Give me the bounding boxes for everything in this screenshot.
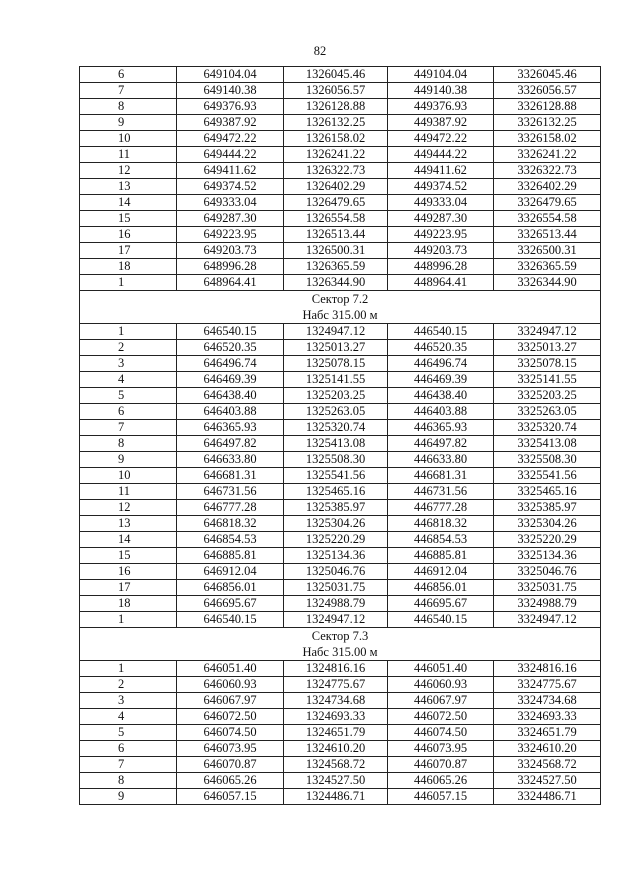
- coordinates-table-body: [80, 67, 601, 805]
- y-alt-cell: 3324527.50: [494, 773, 601, 789]
- table-row: [80, 179, 601, 195]
- x-msk-cell: 646074.50: [177, 725, 284, 741]
- point-number-cell: 1: [80, 324, 177, 340]
- x-msk-cell: 649411.62: [177, 163, 284, 179]
- y-msk-cell: 1324527.50: [284, 773, 388, 789]
- point-number-cell: 10: [80, 131, 177, 147]
- x-alt-cell: 449411.62: [388, 163, 494, 179]
- point-number-cell: 15: [80, 211, 177, 227]
- y-alt-cell: 3325203.25: [494, 388, 601, 404]
- x-alt-cell: 446818.32: [388, 516, 494, 532]
- table-row: [80, 789, 601, 805]
- y-msk-cell: 1325078.15: [284, 356, 388, 372]
- x-alt-cell: 449376.93: [388, 99, 494, 115]
- y-msk-cell: 1325508.30: [284, 452, 388, 468]
- x-msk-cell: 646072.50: [177, 709, 284, 725]
- x-alt-cell: 446403.88: [388, 404, 494, 420]
- y-msk-cell: 1324651.79: [284, 725, 388, 741]
- point-number-cell: 7: [80, 757, 177, 773]
- point-number-cell: 10: [80, 468, 177, 484]
- x-alt-cell: 446438.40: [388, 388, 494, 404]
- sector-level: Набс 315.00 м: [302, 645, 378, 659]
- x-msk-cell: 646060.93: [177, 677, 284, 693]
- y-msk-cell: 1326241.22: [284, 147, 388, 163]
- table-row: [80, 677, 601, 693]
- page-number: 82: [313, 44, 327, 58]
- point-number-cell: 17: [80, 580, 177, 596]
- y-alt-cell: 3325465.16: [494, 484, 601, 500]
- x-alt-cell: 449444.22: [388, 147, 494, 163]
- table-row: [80, 163, 601, 179]
- x-alt-cell: 449472.22: [388, 131, 494, 147]
- y-alt-cell: 3325263.05: [494, 404, 601, 420]
- x-alt-cell: 446469.39: [388, 372, 494, 388]
- x-msk-cell: 649376.93: [177, 99, 284, 115]
- x-msk-cell: 646912.04: [177, 564, 284, 580]
- x-msk-cell: 646818.32: [177, 516, 284, 532]
- x-msk-cell: 646633.80: [177, 452, 284, 468]
- table-row: [80, 773, 601, 789]
- y-msk-cell: 1326479.65: [284, 195, 388, 211]
- x-msk-cell: 646497.82: [177, 436, 284, 452]
- x-alt-cell: 446856.01: [388, 580, 494, 596]
- table-row: [80, 596, 601, 612]
- y-alt-cell: 3325078.15: [494, 356, 601, 372]
- x-msk-cell: 649140.38: [177, 83, 284, 99]
- y-msk-cell: 1324947.12: [284, 324, 388, 340]
- table-row: [80, 420, 601, 436]
- x-msk-cell: 649287.30: [177, 211, 284, 227]
- x-alt-cell: 449333.04: [388, 195, 494, 211]
- point-number-cell: 12: [80, 163, 177, 179]
- y-msk-cell: 1325263.05: [284, 404, 388, 420]
- x-alt-cell: 448996.28: [388, 259, 494, 275]
- x-msk-cell: 646051.40: [177, 661, 284, 677]
- y-alt-cell: 3326241.22: [494, 147, 601, 163]
- y-msk-cell: 1324988.79: [284, 596, 388, 612]
- y-msk-cell: 1326513.44: [284, 227, 388, 243]
- table-row: [80, 195, 601, 211]
- table-row: [80, 259, 601, 275]
- y-msk-cell: 1325031.75: [284, 580, 388, 596]
- table-row: [80, 709, 601, 725]
- y-alt-cell: 3324651.79: [494, 725, 601, 741]
- x-msk-cell: 649203.73: [177, 243, 284, 259]
- x-alt-cell: 446777.28: [388, 500, 494, 516]
- table-row: [80, 115, 601, 131]
- y-alt-cell: 3324947.12: [494, 612, 601, 628]
- y-msk-cell: 1324734.68: [284, 693, 388, 709]
- point-number-cell: 18: [80, 596, 177, 612]
- y-msk-cell: 1325465.16: [284, 484, 388, 500]
- x-alt-cell: 446497.82: [388, 436, 494, 452]
- y-alt-cell: 3325031.75: [494, 580, 601, 596]
- x-alt-cell: 446057.15: [388, 789, 494, 805]
- table-row: [80, 661, 601, 677]
- table-row: [80, 147, 601, 163]
- x-alt-cell: 446074.50: [388, 725, 494, 741]
- y-alt-cell: 3326365.59: [494, 259, 601, 275]
- table-row: [80, 612, 601, 628]
- sector-level: Набс 315.00 м: [302, 308, 378, 322]
- y-alt-cell: 3326322.73: [494, 163, 601, 179]
- point-number-cell: 8: [80, 773, 177, 789]
- x-msk-cell: 649104.04: [177, 67, 284, 83]
- y-msk-cell: 1326365.59: [284, 259, 388, 275]
- x-msk-cell: 646854.53: [177, 532, 284, 548]
- table-row: [80, 484, 601, 500]
- point-number-cell: 5: [80, 388, 177, 404]
- x-alt-cell: 449287.30: [388, 211, 494, 227]
- y-alt-cell: 3325013.27: [494, 340, 601, 356]
- y-msk-cell: 1326158.02: [284, 131, 388, 147]
- x-msk-cell: 646438.40: [177, 388, 284, 404]
- x-alt-cell: 446885.81: [388, 548, 494, 564]
- x-alt-cell: 446073.95: [388, 741, 494, 757]
- point-number-cell: 5: [80, 725, 177, 741]
- table-row: [80, 436, 601, 452]
- y-msk-cell: 1325046.76: [284, 564, 388, 580]
- x-alt-cell: 446070.87: [388, 757, 494, 773]
- x-alt-cell: 446365.93: [388, 420, 494, 436]
- x-alt-cell: 446912.04: [388, 564, 494, 580]
- table-row: [80, 564, 601, 580]
- y-alt-cell: 3324734.68: [494, 693, 601, 709]
- x-msk-cell: 646540.15: [177, 612, 284, 628]
- x-alt-cell: 446633.80: [388, 452, 494, 468]
- table-row: [80, 67, 601, 83]
- point-number-cell: 13: [80, 179, 177, 195]
- point-number-cell: 1: [80, 275, 177, 291]
- table-row: [80, 83, 601, 99]
- y-alt-cell: 3324775.67: [494, 677, 601, 693]
- point-number-cell: 11: [80, 484, 177, 500]
- point-number-cell: 2: [80, 677, 177, 693]
- point-number-cell: 11: [80, 147, 177, 163]
- y-alt-cell: 3326158.02: [494, 131, 601, 147]
- y-msk-cell: 1325304.26: [284, 516, 388, 532]
- point-number-cell: 1: [80, 661, 177, 677]
- point-number-cell: 14: [80, 532, 177, 548]
- y-alt-cell: 3326128.88: [494, 99, 601, 115]
- y-alt-cell: 3324568.72: [494, 757, 601, 773]
- table-row: [80, 404, 601, 420]
- point-number-cell: 8: [80, 436, 177, 452]
- table-row: [80, 452, 601, 468]
- x-msk-cell: 646856.01: [177, 580, 284, 596]
- point-number-cell: 15: [80, 548, 177, 564]
- y-alt-cell: 3326132.25: [494, 115, 601, 131]
- point-number-cell: 3: [80, 693, 177, 709]
- x-alt-cell: 446695.67: [388, 596, 494, 612]
- y-alt-cell: 3326344.90: [494, 275, 601, 291]
- x-msk-cell: 649472.22: [177, 131, 284, 147]
- x-msk-cell: 646540.15: [177, 324, 284, 340]
- table-row: [80, 340, 601, 356]
- x-alt-cell: 449140.38: [388, 83, 494, 99]
- y-alt-cell: 3326513.44: [494, 227, 601, 243]
- table-row: [80, 468, 601, 484]
- y-alt-cell: 3326554.58: [494, 211, 601, 227]
- x-msk-cell: 646496.74: [177, 356, 284, 372]
- x-msk-cell: 646777.28: [177, 500, 284, 516]
- x-alt-cell: 449104.04: [388, 67, 494, 83]
- x-msk-cell: 646365.93: [177, 420, 284, 436]
- y-alt-cell: 3325141.55: [494, 372, 601, 388]
- x-msk-cell: 646057.15: [177, 789, 284, 805]
- table-row: [80, 532, 601, 548]
- y-msk-cell: 1325134.36: [284, 548, 388, 564]
- point-number-cell: 13: [80, 516, 177, 532]
- y-msk-cell: 1325141.55: [284, 372, 388, 388]
- point-number-cell: 17: [80, 243, 177, 259]
- coordinates-table: [79, 66, 601, 805]
- x-alt-cell: 449374.52: [388, 179, 494, 195]
- x-msk-cell: 646073.95: [177, 741, 284, 757]
- table-row: [80, 548, 601, 564]
- y-msk-cell: 1325541.56: [284, 468, 388, 484]
- sector-title: Сектор 7.2: [311, 292, 369, 306]
- point-number-cell: 4: [80, 709, 177, 725]
- y-alt-cell: 3324486.71: [494, 789, 601, 805]
- y-msk-cell: 1324486.71: [284, 789, 388, 805]
- y-alt-cell: 3324693.33: [494, 709, 601, 725]
- point-number-cell: 16: [80, 564, 177, 580]
- point-number-cell: 6: [80, 67, 177, 83]
- x-msk-cell: 648996.28: [177, 259, 284, 275]
- x-alt-cell: 448964.41: [388, 275, 494, 291]
- sector-header-row: [80, 291, 601, 324]
- x-msk-cell: 649223.95: [177, 227, 284, 243]
- table-row: [80, 516, 601, 532]
- table-row: [80, 693, 601, 709]
- point-number-cell: 16: [80, 227, 177, 243]
- table-row: [80, 211, 601, 227]
- y-msk-cell: 1325320.74: [284, 420, 388, 436]
- y-alt-cell: 3324610.20: [494, 741, 601, 757]
- table-row: [80, 227, 601, 243]
- y-alt-cell: 3326500.31: [494, 243, 601, 259]
- y-msk-cell: 1325013.27: [284, 340, 388, 356]
- sector-header-cell: [80, 291, 601, 324]
- x-msk-cell: 646731.56: [177, 484, 284, 500]
- table-row: [80, 275, 601, 291]
- y-msk-cell: 1326128.88: [284, 99, 388, 115]
- x-msk-cell: 646695.67: [177, 596, 284, 612]
- y-msk-cell: 1326322.73: [284, 163, 388, 179]
- x-alt-cell: 449203.73: [388, 243, 494, 259]
- x-msk-cell: 649333.04: [177, 195, 284, 211]
- table-row: [80, 372, 601, 388]
- point-number-cell: 3: [80, 356, 177, 372]
- point-number-cell: 6: [80, 404, 177, 420]
- x-msk-cell: 648964.41: [177, 275, 284, 291]
- table-row: [80, 580, 601, 596]
- x-msk-cell: 649374.52: [177, 179, 284, 195]
- x-alt-cell: 449387.92: [388, 115, 494, 131]
- y-alt-cell: 3325134.36: [494, 548, 601, 564]
- x-alt-cell: 446072.50: [388, 709, 494, 725]
- y-msk-cell: 1326500.31: [284, 243, 388, 259]
- y-msk-cell: 1325385.97: [284, 500, 388, 516]
- table-row: [80, 741, 601, 757]
- x-alt-cell: 446540.15: [388, 324, 494, 340]
- y-alt-cell: 3325385.97: [494, 500, 601, 516]
- point-number-cell: 12: [80, 500, 177, 516]
- x-msk-cell: 646067.97: [177, 693, 284, 709]
- point-number-cell: 9: [80, 452, 177, 468]
- sector-header-row: [80, 628, 601, 661]
- x-msk-cell: 649444.22: [177, 147, 284, 163]
- y-msk-cell: 1326554.58: [284, 211, 388, 227]
- y-alt-cell: 3324988.79: [494, 596, 601, 612]
- y-alt-cell: 3326056.57: [494, 83, 601, 99]
- y-msk-cell: 1326132.25: [284, 115, 388, 131]
- x-alt-cell: 446067.97: [388, 693, 494, 709]
- table-row: [80, 243, 601, 259]
- point-number-cell: 14: [80, 195, 177, 211]
- x-msk-cell: 646520.35: [177, 340, 284, 356]
- point-number-cell: 7: [80, 420, 177, 436]
- y-msk-cell: 1326344.90: [284, 275, 388, 291]
- y-msk-cell: 1326402.29: [284, 179, 388, 195]
- x-alt-cell: 446065.26: [388, 773, 494, 789]
- point-number-cell: 1: [80, 612, 177, 628]
- x-msk-cell: 646065.26: [177, 773, 284, 789]
- point-number-cell: 8: [80, 99, 177, 115]
- table-row: [80, 757, 601, 773]
- y-alt-cell: 3325508.30: [494, 452, 601, 468]
- x-msk-cell: 646885.81: [177, 548, 284, 564]
- y-msk-cell: 1325413.08: [284, 436, 388, 452]
- y-msk-cell: 1326045.46: [284, 67, 388, 83]
- y-alt-cell: 3326402.29: [494, 179, 601, 195]
- y-msk-cell: 1324947.12: [284, 612, 388, 628]
- x-alt-cell: 446060.93: [388, 677, 494, 693]
- x-alt-cell: 449223.95: [388, 227, 494, 243]
- point-number-cell: 2: [80, 340, 177, 356]
- y-alt-cell: 3324816.16: [494, 661, 601, 677]
- x-msk-cell: 646403.88: [177, 404, 284, 420]
- x-msk-cell: 646070.87: [177, 757, 284, 773]
- y-msk-cell: 1324568.72: [284, 757, 388, 773]
- table-row: [80, 356, 601, 372]
- table-row: [80, 500, 601, 516]
- x-alt-cell: 446854.53: [388, 532, 494, 548]
- table-row: [80, 131, 601, 147]
- y-msk-cell: 1324610.20: [284, 741, 388, 757]
- y-msk-cell: 1326056.57: [284, 83, 388, 99]
- y-alt-cell: 3325541.56: [494, 468, 601, 484]
- y-alt-cell: 3324947.12: [494, 324, 601, 340]
- point-number-cell: 9: [80, 115, 177, 131]
- x-alt-cell: 446731.56: [388, 484, 494, 500]
- y-alt-cell: 3325220.29: [494, 532, 601, 548]
- y-msk-cell: 1324816.16: [284, 661, 388, 677]
- point-number-cell: 9: [80, 789, 177, 805]
- x-alt-cell: 446051.40: [388, 661, 494, 677]
- y-msk-cell: 1325220.29: [284, 532, 388, 548]
- sector-header-cell: [80, 628, 601, 661]
- y-alt-cell: 3325304.26: [494, 516, 601, 532]
- y-alt-cell: 3326045.46: [494, 67, 601, 83]
- x-alt-cell: 446520.35: [388, 340, 494, 356]
- table-row: [80, 99, 601, 115]
- sector-title: Сектор 7.3: [311, 629, 369, 643]
- x-msk-cell: 646681.31: [177, 468, 284, 484]
- y-msk-cell: 1324775.67: [284, 677, 388, 693]
- point-number-cell: 18: [80, 259, 177, 275]
- point-number-cell: 6: [80, 741, 177, 757]
- x-msk-cell: 646469.39: [177, 372, 284, 388]
- y-msk-cell: 1325203.25: [284, 388, 388, 404]
- y-msk-cell: 1324693.33: [284, 709, 388, 725]
- x-alt-cell: 446681.31: [388, 468, 494, 484]
- table-row: [80, 324, 601, 340]
- point-number-cell: 4: [80, 372, 177, 388]
- point-number-cell: 7: [80, 83, 177, 99]
- y-alt-cell: 3325320.74: [494, 420, 601, 436]
- x-alt-cell: 446540.15: [388, 612, 494, 628]
- y-alt-cell: 3326479.65: [494, 195, 601, 211]
- y-alt-cell: 3325413.08: [494, 436, 601, 452]
- x-msk-cell: 649387.92: [177, 115, 284, 131]
- table-row: [80, 725, 601, 741]
- table-row: [80, 388, 601, 404]
- x-alt-cell: 446496.74: [388, 356, 494, 372]
- y-alt-cell: 3325046.76: [494, 564, 601, 580]
